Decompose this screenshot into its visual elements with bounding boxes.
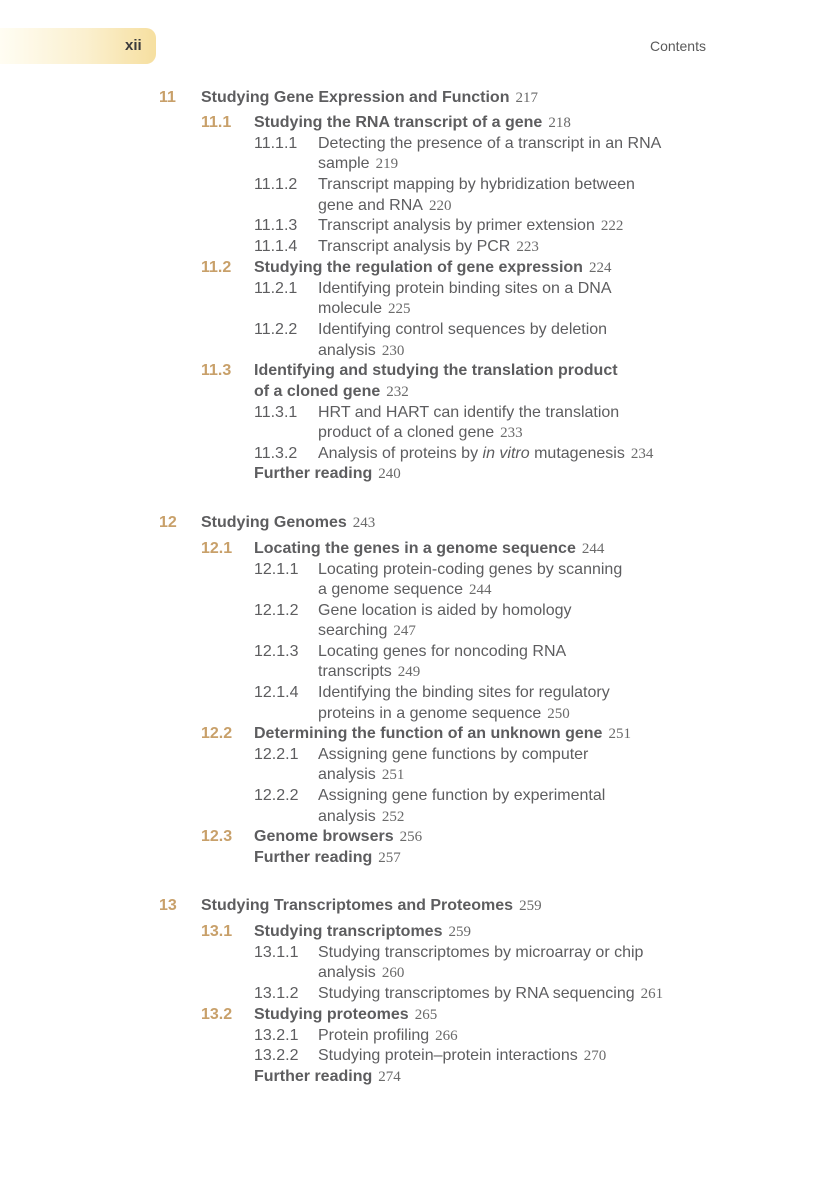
page-ref: 260 — [381, 965, 405, 981]
page-ref: 274 — [378, 1069, 401, 1085]
subsection-title: Identifying protein binding sites on a DNA — [318, 280, 612, 297]
page-ref: 222 — [600, 218, 624, 234]
section-number: 11.3 — [201, 362, 232, 379]
subsection-number: 11.1.4 — [254, 238, 298, 255]
subsection-number: 12.2.2 — [254, 787, 299, 804]
page-ref: 230 — [381, 343, 405, 359]
page-ref: 233 — [500, 425, 523, 441]
subsection-title: HRT and HART can identify the translation — [318, 404, 620, 421]
chapter-number: 13 — [159, 897, 177, 914]
subsection-number: 12.1.3 — [254, 643, 299, 660]
section-number: 11.2 — [201, 259, 232, 276]
subsection-title: Transcript analysis by PCR — [318, 238, 511, 255]
subsection-title: Protein profiling — [318, 1027, 430, 1044]
page-ref: 250 — [547, 706, 570, 722]
subsection-number: 12.1.1 — [254, 561, 299, 578]
page-ref: 244 — [581, 541, 605, 557]
page-ref: 249 — [397, 664, 421, 680]
running-head: Contents — [649, 38, 706, 54]
chapter-title: Studying Transcriptomes and Proteomes — [201, 897, 514, 914]
page-ref: 244 — [469, 582, 492, 598]
chapter-title: Studying Genomes — [201, 514, 347, 531]
page-ref: 217 — [515, 90, 538, 106]
section-number: 12.3 — [201, 828, 233, 845]
page-number: xii — [125, 37, 142, 54]
subsection-number: 12.2.1 — [254, 746, 299, 763]
page-ref: 224 — [588, 260, 612, 276]
section-title: Determining the function of an unknown gene — [254, 725, 603, 742]
subsection-title-part: mutagenesis — [529, 445, 625, 462]
subsection-title-cont: transcripts — [318, 663, 392, 680]
section-number: 13.2 — [201, 1006, 233, 1023]
subsection-number: 11.2.2 — [254, 321, 298, 338]
page-ref: 270 — [583, 1048, 607, 1064]
further-reading-label: Further reading — [254, 465, 373, 482]
subsection-number: 13.1.2 — [254, 985, 299, 1002]
chapter-title: Studying Gene Expression and Function — [201, 89, 510, 106]
subsection-number: 12.1.4 — [254, 684, 299, 701]
page-ref: 220 — [428, 198, 452, 214]
further-reading-label: Further reading — [254, 1068, 373, 1085]
further-reading-label: Further reading — [254, 849, 373, 866]
subsection-title: Detecting the presence of a transcript in an RNA — [318, 135, 662, 152]
subsection-title-cont: sample — [318, 155, 370, 172]
subsection-number: 13.1.1 — [254, 944, 299, 961]
page-ref: 257 — [378, 850, 401, 866]
section-title: Identifying and studying the translation product — [254, 362, 618, 379]
page-ref: 218 — [548, 115, 571, 131]
subsection-number: 11.2.1 — [254, 280, 298, 297]
subsection-title: Gene location is aided by homology — [318, 602, 572, 619]
page-ref: 234 — [630, 446, 654, 462]
subsection-title-cont: analysis — [318, 342, 376, 359]
subsection-number: 11.1.2 — [254, 176, 298, 193]
subsection-title: Identifying the binding sites for regulatory — [318, 684, 610, 701]
chapter-number: 12 — [159, 514, 177, 531]
subsection-number: 11.3.1 — [254, 404, 298, 421]
subsection-title-cont: a genome sequence — [318, 581, 463, 598]
section-title: Studying the RNA transcript of a gene — [254, 114, 543, 131]
page-ref: 243 — [352, 515, 376, 531]
subsection-title-cont: analysis — [318, 766, 376, 783]
subsection-number: 11.3.2 — [254, 445, 298, 462]
page-ref: 251 — [608, 726, 631, 742]
page-ref: 259 — [448, 924, 471, 940]
subsection-title-cont: searching — [318, 622, 388, 639]
section-title: Studying proteomes — [254, 1006, 409, 1023]
page-ref: 252 — [381, 809, 405, 825]
section-title: Studying transcriptomes — [254, 923, 443, 940]
section-title: Studying the regulation of gene expression — [254, 259, 583, 276]
subsection-number: 11.1.1 — [254, 135, 298, 152]
chapter-number: 11 — [159, 89, 176, 106]
page-ref: 265 — [414, 1007, 438, 1023]
page-ref: 232 — [386, 384, 409, 400]
page-ref: 247 — [393, 623, 416, 639]
section-title-cont: of a cloned gene — [254, 383, 381, 400]
subsection-title-cont: proteins in a genome sequence — [318, 705, 542, 722]
page-ref: 266 — [435, 1028, 458, 1044]
subsection-title: Locating genes for noncoding RNA — [318, 643, 567, 660]
section-number: 11.1 — [201, 114, 232, 131]
page-ref: 223 — [516, 239, 539, 255]
page-ref: 256 — [399, 829, 423, 845]
section-number: 12.1 — [201, 540, 233, 557]
page-ref: 240 — [378, 466, 401, 482]
section-number: 13.1 — [201, 923, 233, 940]
subsection-title: Transcript analysis by primer extension — [318, 217, 595, 234]
subsection-number: 12.1.2 — [254, 602, 299, 619]
subsection-title-cont: gene and RNA — [318, 197, 423, 214]
section-title: Locating the genes in a genome sequence — [254, 540, 576, 557]
section-title: Genome browsers — [254, 828, 394, 845]
subsection-title: Studying transcriptomes by microarray or chip — [318, 944, 644, 961]
subsection-title-part: Analysis of proteins by — [318, 445, 483, 462]
subsection-title-cont: molecule — [318, 300, 383, 317]
subsection-number: 11.1.3 — [254, 217, 298, 234]
subsection-title-cont: analysis — [318, 964, 376, 981]
subsection-title-cont: analysis — [318, 808, 376, 825]
subsection-title: Studying protein–protein interactions — [318, 1047, 578, 1064]
page-ref: 259 — [519, 898, 542, 914]
page-ref: 261 — [640, 986, 664, 1002]
subsection-title: Transcript mapping by hybridization between — [318, 176, 635, 193]
subsection-title: Locating protein-coding genes by scanning — [318, 561, 623, 578]
subsection-number: 13.2.1 — [254, 1027, 299, 1044]
subsection-title: Assigning gene functions by computer — [318, 746, 589, 763]
subsection-title: Assigning gene function by experimental — [318, 787, 606, 804]
subsection-title: Identifying control sequences by deletion — [318, 321, 608, 338]
page-ref: 219 — [375, 156, 399, 172]
page-ref: 225 — [388, 301, 411, 317]
subsection-title: Studying transcriptomes by RNA sequencing — [318, 985, 635, 1002]
subsection-number: 13.2.2 — [254, 1047, 299, 1064]
page-ref: 251 — [381, 767, 405, 783]
subsection-title-cont: product of a cloned gene — [318, 424, 495, 441]
section-number: 12.2 — [201, 725, 233, 742]
subsection-title-italic: in vitro — [482, 445, 530, 462]
